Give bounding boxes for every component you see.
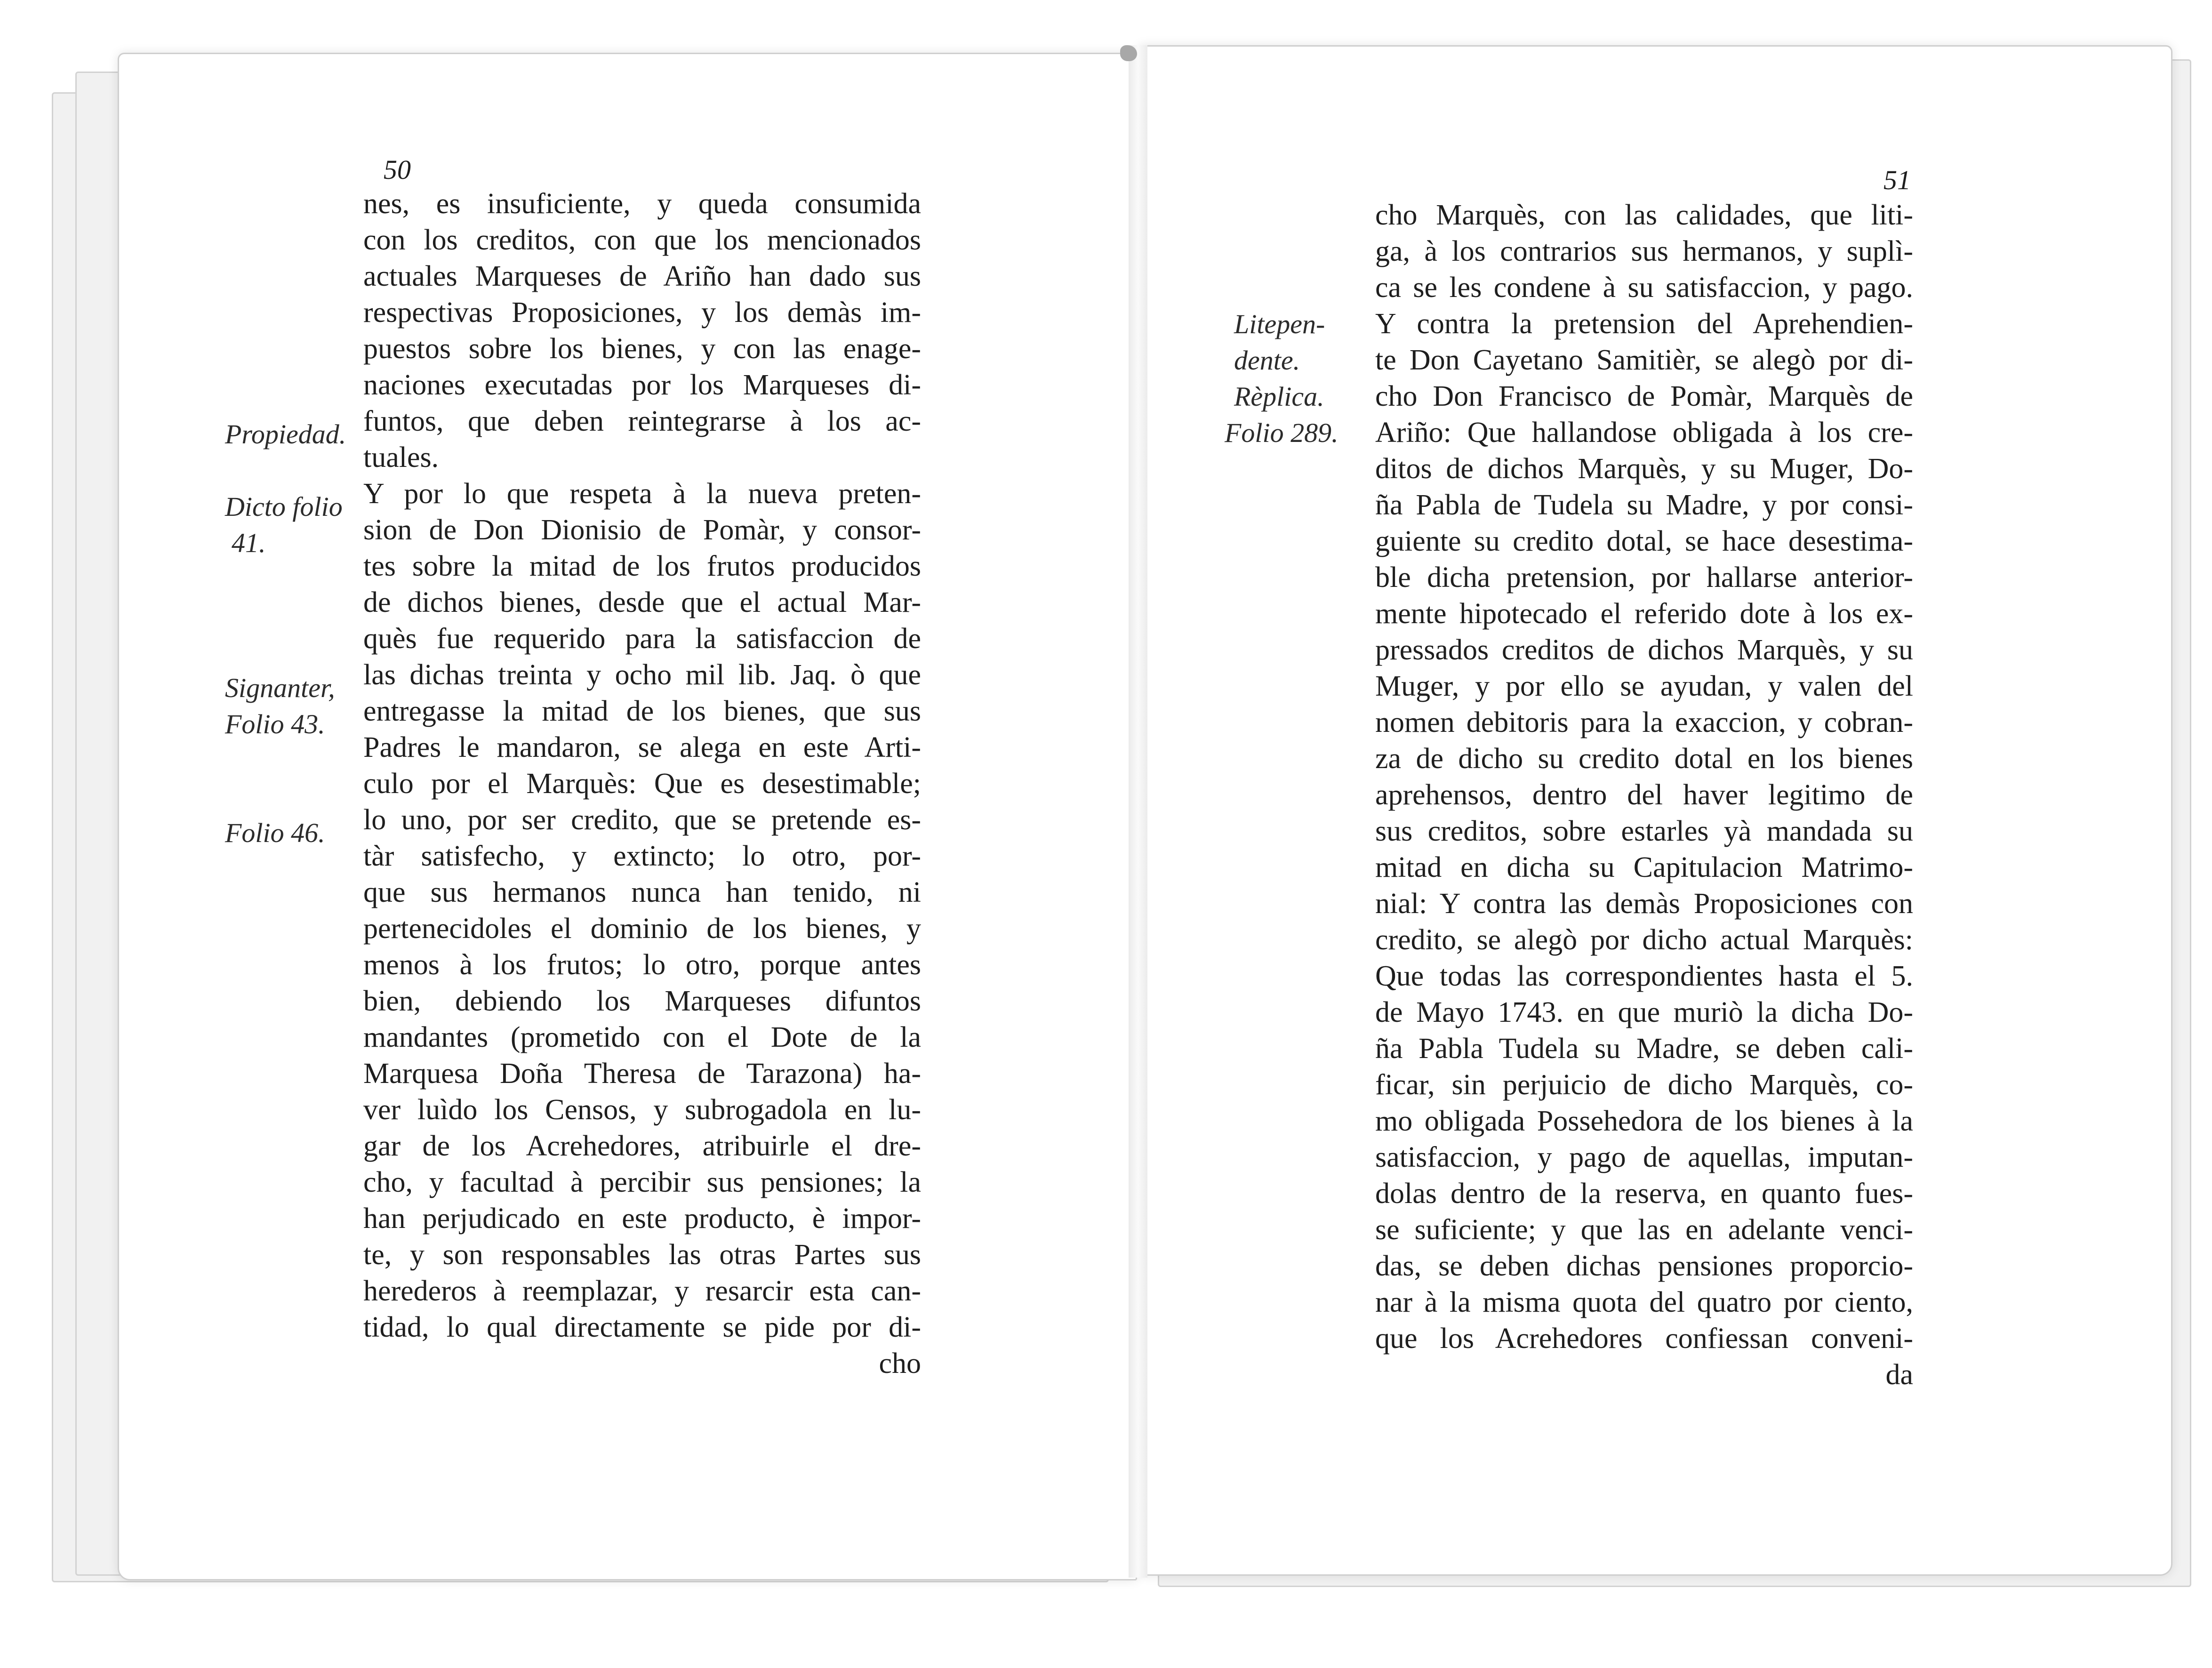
left-margin-note: Propiedad. (225, 419, 346, 449)
text-line: culo por el Marquès: Que es desestimable; (363, 768, 921, 800)
text-line: bien, debiendo los Marqueses difuntos (363, 985, 921, 1017)
text-line: se suficiente; y que las en adelante venci- (1375, 1214, 1913, 1246)
text-line: ca se les condene à su satisfaccion, y pago. (1375, 272, 1913, 304)
text-line: que sus hermanos nunca han tenido, ni (363, 876, 921, 908)
text-line: dolas dentro de la reserva, en quanto fues- (1375, 1178, 1913, 1210)
text-line: ver luìdo los Censos, y subrogadola en lu- (363, 1094, 921, 1126)
text-line: funtos, que deben reintegrarse à los ac- (363, 405, 921, 437)
left-text-column (363, 186, 921, 1382)
right-margin-note: Rèplica. (1234, 381, 1324, 412)
text-line: ficar, sin perjuicio de dicho Marquès, co- (1375, 1069, 1913, 1101)
text-line: menos à los frutos; lo otro, porque antes (363, 949, 921, 981)
text-line: mitad en dicha su Capitulacion Matrimo- (1375, 851, 1913, 883)
text-line: cho, y facultad à percibir sus pensiones; la (363, 1166, 921, 1198)
text-line: las dichas treinta y ocho mil lib. Jaq. ò que (363, 659, 921, 691)
text-line: das, se deben dichas pensiones proporcio- (1375, 1250, 1913, 1282)
text-line: de dichos bienes, desde que el actual Mar- (363, 586, 921, 618)
text-line: guiente su credito dotal, se hace desestima- (1375, 525, 1913, 557)
text-line: te Don Cayetano Samitièr, se alegò por di- (1375, 344, 1913, 376)
text-line: Que todas las correspondientes hasta el 5. (1375, 960, 1913, 992)
text-line: pertenecidoles el dominio de los bienes, y (363, 913, 921, 945)
text-line: naciones executadas por los Marqueses di- (363, 369, 921, 401)
text-line: satisfaccion, y pago de aquellas, imputan- (1375, 1141, 1913, 1173)
text-line: sus creditos, sobre estarles yà mandada su (1375, 815, 1913, 847)
text-line: nes, es insuficiente, y queda consumida (363, 188, 921, 220)
text-line: tes sobre la mitad de los frutos producidos (363, 550, 921, 582)
text-line: mandantes (prometido con el Dote de la (363, 1021, 921, 1053)
text-line: puestos sobre los bienes, y con las enage- (363, 333, 921, 365)
text-line: mo obligada Possehedora de los bienes à la (1375, 1105, 1913, 1137)
left-margin-note: 41. (232, 528, 266, 558)
text-line: herederos à reemplazar, y resarcir esta can- (363, 1275, 921, 1307)
text-line: nial: Y contra las demàs Proposiciones con (1375, 888, 1913, 920)
text-line: entregasse la mitad de los bienes, que sus (363, 695, 921, 727)
left-margin-note: Folio 43. (225, 709, 325, 739)
text-line: ña Pabla Tudela su Madre, se deben cali- (1375, 1033, 1913, 1065)
text-line: nomen debitoris para la exaccion, y cobran- (1375, 706, 1913, 738)
text-line: nar à la misma quota del quatro por ciento, (1375, 1286, 1913, 1318)
left-margin-note: Signanter, (225, 673, 335, 703)
text-line: aprehensos, dentro del haver legitimo de (1375, 779, 1913, 811)
text-line: tàr satisfecho, y extincto; lo otro, por- (363, 840, 921, 872)
text-line: ga, à los contrarios sus hermanos, y suplì- (1375, 235, 1913, 267)
text-line: que los Acrehedores confiessan conveni- (1375, 1323, 1913, 1355)
text-line: actuales Marqueses de Ariño han dado sus (363, 260, 921, 292)
right-text-column (1375, 197, 1913, 1393)
text-line: da (1885, 1359, 1913, 1391)
text-line: mente hipotecado el referido dote à los ex- (1375, 598, 1913, 630)
text-line: credito, se alegò por dicho actual Marquès: (1375, 924, 1913, 956)
text-line: Y por lo que respeta à la nueva preten- (363, 478, 921, 510)
text-line: za de dicho su credito dotal en los bienes (1375, 743, 1913, 775)
right-margin-note: Litepen- (1234, 309, 1325, 339)
text-line: cho (879, 1347, 921, 1379)
text-line: lo uno, por ser credito, que se pretende es- (363, 804, 921, 836)
text-line: ditos de dichos Marquès, y su Muger, Do- (1375, 453, 1913, 485)
right-page-number: 51 (1883, 165, 1911, 195)
right-margin-note: dente. (1234, 345, 1300, 376)
text-line: Ariño: Que hallandose obligada à los cre- (1375, 417, 1913, 449)
text-line: ble dicha pretension, por hallarse anterior- (1375, 561, 1913, 593)
book-gutter (1129, 45, 1147, 1578)
text-line: sion de Don Dionisio de Pomàr, y consor- (363, 514, 921, 546)
text-line: ña Pabla de Tudela su Madre, y por consi- (1375, 489, 1913, 521)
binding-tear (1120, 45, 1137, 61)
text-line: quès fue requerido para la satisfaccion de (363, 623, 921, 655)
left-margin-note: Dicto folio (225, 491, 343, 522)
text-line: Y contra la pretension del Aprehendien- (1375, 308, 1913, 340)
text-line: pressados creditos de dichos Marquès, y su (1375, 634, 1913, 666)
text-line: Muger, y por ello se ayudan, y valen del (1375, 670, 1913, 702)
text-line: tidad, lo qual directamente se pide por di- (363, 1311, 921, 1343)
text-line: te, y son responsables las otras Partes sus (363, 1239, 921, 1271)
text-line: cho Marquès, con las calidades, que liti- (1375, 199, 1913, 231)
text-line: cho Don Francisco de Pomàr, Marquès de (1375, 380, 1913, 412)
text-line: con los creditos, con que los mencionados (363, 224, 921, 256)
right-margin-note: Folio 289. (1225, 417, 1338, 448)
text-line: tuales. (363, 441, 439, 473)
text-line: gar de los Acrehedores, atribuirle el dre- (363, 1130, 921, 1162)
text-line: Padres le mandaron, se alega en este Arti- (363, 731, 921, 763)
text-line: respectivas Proposiciones, y los demàs im- (363, 297, 921, 329)
left-page-number: 50 (384, 154, 411, 185)
left-margin-note: Folio 46. (225, 818, 325, 848)
text-line: Marquesa Doña Theresa de Tarazona) ha- (363, 1058, 921, 1090)
text-line: han perjudicado en este producto, è impor- (363, 1203, 921, 1235)
text-line: de Mayo 1743. en que muriò la dicha Do- (1375, 996, 1913, 1028)
